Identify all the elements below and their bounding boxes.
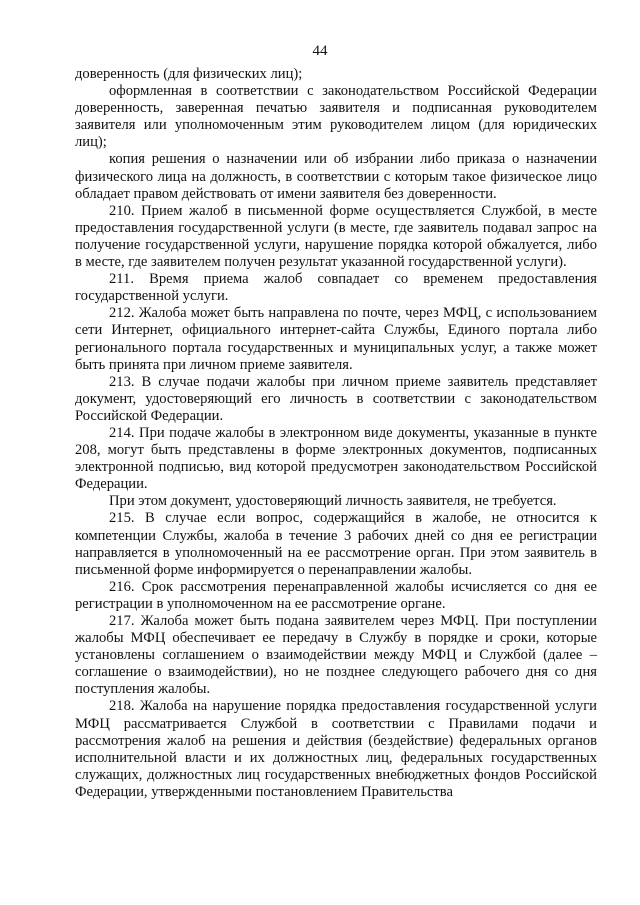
- paragraph-212: 212. Жалоба может быть направлена по почте, через МФЦ, с использованием сети Интернет, официального интернет-сайта Службы, Единого портала либо регионального портала государственных и муниципальных услуг, а также может быть принята при личном приеме заявителя.: [75, 305, 597, 373]
- document-body: [75, 66, 597, 801]
- paragraph-214: 214. При подаче жалобы в электронном виде документы, указанные в пункте 208, могут быть представлены в форме электронных документов, подписанных электронной подписью, вид которой предусмотрен законодательством Российской Федерации.: [75, 424, 597, 493]
- paragraph-appointment-copy: копия решения о назначении или об избрании либо приказа о назначении физического лица на должность, в соответствии с которым такое физическое лицо обладает правом действовать от имени заявителя без доверенности.: [75, 151, 597, 202]
- paragraph-218: 218. Жалоба на нарушение порядка предоставления государственной услуги МФЦ рассматривается Службой в соответствии с Правилами подачи и рассмотрения жалоб на решения и действия (бездействие) федеральных органов исполнительной власти и их должностных лиц, федеральных государственных служащих, должностных лиц государственных внебюджетных фондов Российской Федерации, утвержденными постановлением Правительства: [75, 698, 597, 800]
- paragraph-poa-legal-entities: оформленная в соответствии с законодательством Российской Федерации доверенность, заверенная печатью заявителя и подписанная руководителем заявителя или уполномоченным этим руководителем лицом (для юридических лиц);: [75, 83, 597, 151]
- paragraph-214-note: При этом документ, удостоверяющий личность заявителя, не требуется.: [109, 493, 557, 510]
- paragraph-217: 217. Жалоба может быть подана заявителем через МФЦ. При поступлении жалобы МФЦ обеспечивает ее передачу в Службу в порядке и сроки, которые установлены соглашением о взаимодействии между МФЦ и Службой (далее – соглашение о взаимодействии), но не позднее следующего рабочего дня со дня поступления жалобы.: [75, 613, 597, 698]
- paragraph-210: 210. Прием жалоб в письменной форме осуществляется Службой, в месте предоставления государственной услуги (в месте, где заявитель подавал запрос на получение государственной услуги, нарушение порядка которой обжалуется, либо в месте, где заявителем получен результат указанной государственной услуги).: [75, 202, 597, 271]
- paragraph-211: 211. Время приема жалоб совпадает со временем предоставления государственной услуги.: [75, 271, 597, 305]
- paragraph-213: 213. В случае подачи жалобы при личном приеме заявитель представляет документ, удостоверяющий его личность в соответствии с законодательством Российской Федерации.: [75, 373, 597, 424]
- paragraph-216: 216. Срок рассмотрения перенаправленной жалобы исчисляется со дня ее регистрации в уполномоченном на ее рассмотрение органе.: [75, 578, 597, 612]
- page-number: 44: [312, 43, 328, 59]
- paragraph-215: 215. В случае если вопрос, содержащийся в жалобе, не относится к компетенции Службы, жалоба в течение 3 рабочих дней со дня ее регистрации направляется в уполномоченный на ее рассмотрение орган. При этом заявитель в письменной форме информируется о перенаправлении жалобы.: [75, 510, 597, 578]
- paragraph-poa-individuals: доверенность (для физических лиц);: [75, 66, 303, 82]
